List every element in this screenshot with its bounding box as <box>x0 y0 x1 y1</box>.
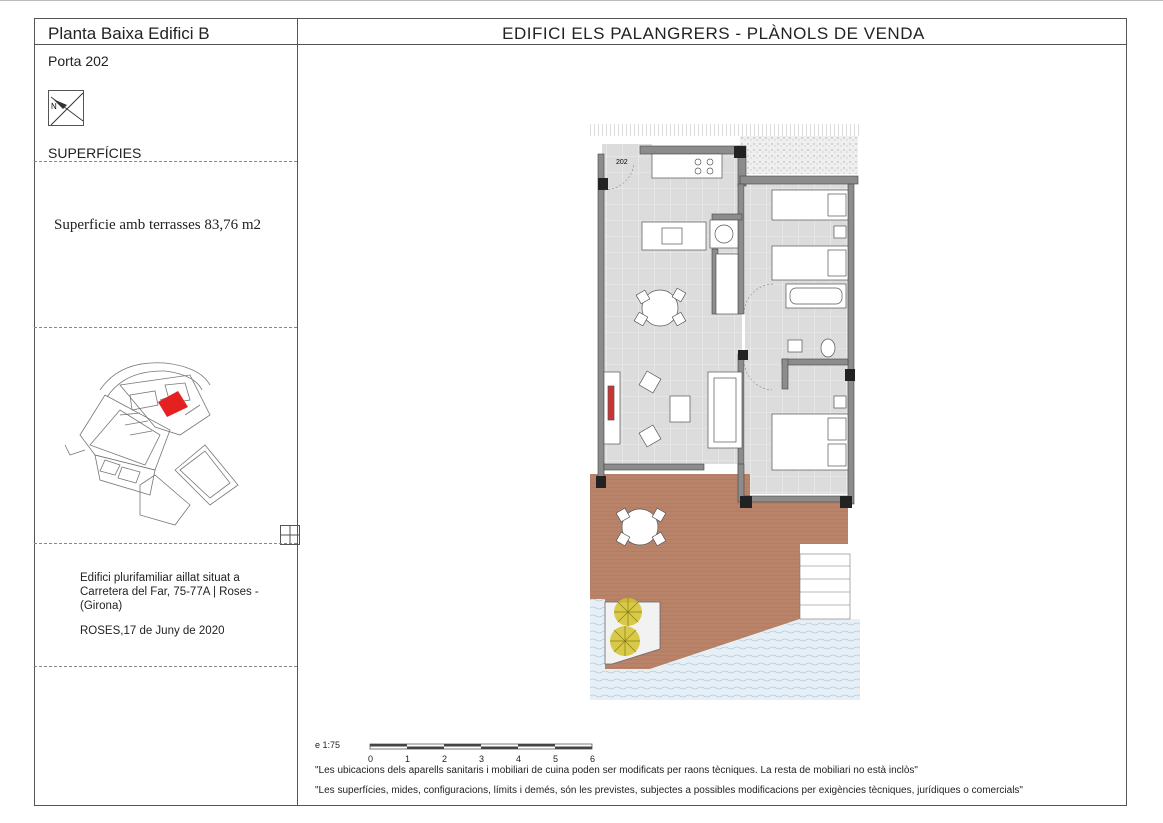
scale-tick-label: 5 <box>553 754 559 764</box>
scale-tick-label: 6 <box>590 754 596 764</box>
scale-tick-label: 3 <box>479 754 485 764</box>
header-divider <box>34 44 1127 45</box>
unit-highlight <box>158 391 188 417</box>
top-rule <box>0 0 1163 1</box>
north-label: N <box>51 102 57 111</box>
floor-plan <box>590 124 860 700</box>
site-key-plan <box>60 355 245 535</box>
unit-label: 202 <box>616 159 628 166</box>
door-number: Porta 202 <box>48 53 109 69</box>
surface-area: Superficie amb terrasses 83,76 m2 <box>54 217 262 233</box>
header-vertical-divider <box>297 18 298 44</box>
divider-2 <box>34 327 297 328</box>
scale-tick-label: 2 <box>442 754 448 764</box>
plan-date: ROSES,17 de Juny de 2020 <box>80 625 225 637</box>
scale-tick-label: 0 <box>368 754 374 764</box>
surfaces-heading: SUPERFÍCIES <box>48 145 142 161</box>
note-sanitaris: "Les ubicacions dels aparells sanitaris i mobiliari de cuina poden ser modificats per raons tècniques. La resta de mobiliari no està inclòs" <box>315 765 918 776</box>
divider-4 <box>34 666 297 667</box>
divider-1 <box>34 161 297 162</box>
divider-3 <box>34 543 297 544</box>
note-superficies: "Les superfícies, mides, configuracions, límits i demés, són les previstes, subjectes a possibles modificacions per exigències tècniques, jurídiques o comercials" <box>315 785 1023 796</box>
floor-title: Planta Baixa Edifici B <box>48 24 210 43</box>
north-arrow-icon <box>48 90 84 126</box>
sidebar-divider <box>297 44 298 806</box>
scale-label: e 1:75 <box>315 740 341 750</box>
reference-cross-icon <box>280 525 300 545</box>
scale-tick-label: 4 <box>516 754 522 764</box>
site-address: Edifici plurifamiliar aillat situat a Carretera del Far, 75-77A | Roses - (Girona) <box>80 572 259 612</box>
scale-tick-label: 1 <box>405 754 411 764</box>
sheet-title: EDIFICI ELS PALANGRERS - PLÀNOLS DE VENDA <box>502 24 925 43</box>
